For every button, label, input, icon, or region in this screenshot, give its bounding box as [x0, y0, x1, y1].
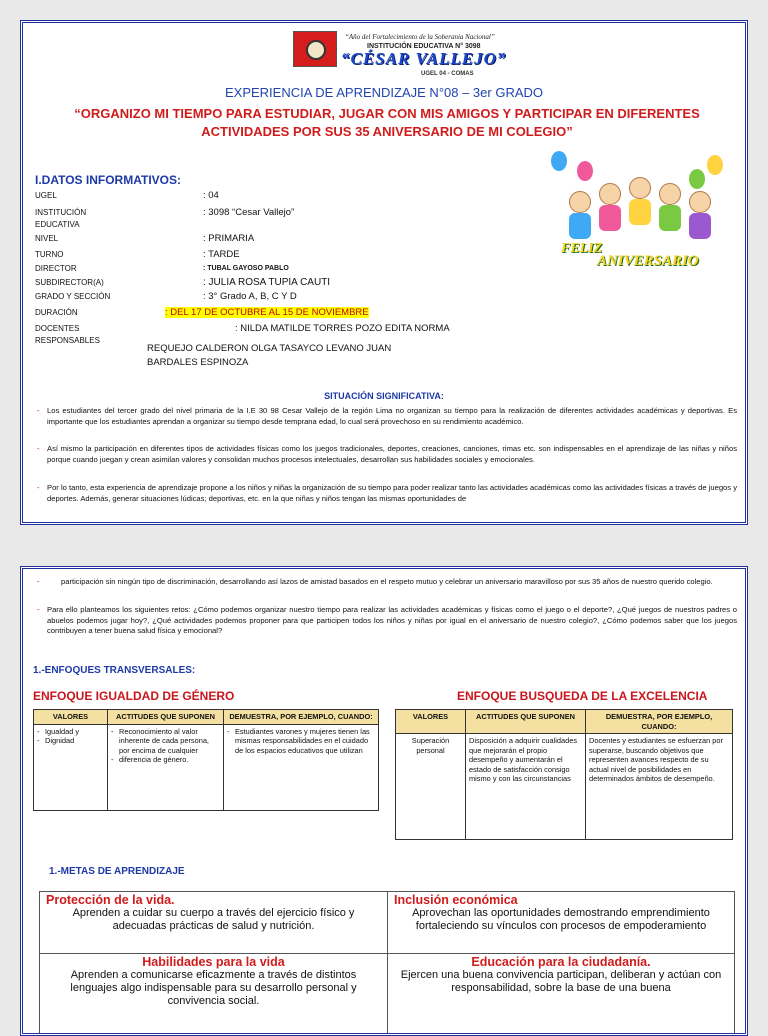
- balloon-icon: [577, 161, 593, 181]
- datos-value: : PRIMARIA: [203, 233, 255, 244]
- situacion-paragraph-3: - Por lo tanto, esta experiencia de aprendizaje propone a los niños y niñas la organización de su tiempo para poder realizar tanto las actividades académicas como las actividades físicas a través de juegos y deportes. Además, generar situaciones lúdicas; deportivas, etc. en la que niñas y niños tengan las mismas oportunidades de: [37, 483, 737, 504]
- datos-row: [35, 263, 595, 275]
- datos-value: : JULIA ROSA TUPIA CAUTI: [203, 277, 331, 288]
- main-title-line-2: ACTIVIDADES POR SUS 35 ANIVERSARIO DE MI COLEGIO”: [201, 124, 573, 139]
- datos-label: UGEL: [35, 191, 57, 200]
- meta-cell: [388, 954, 735, 1034]
- ugel-line: UGEL 04 - COMAS: [421, 71, 474, 77]
- document-page-2: [20, 566, 748, 1036]
- datos-title: I.DATOS INFORMATIVOS:: [35, 173, 181, 187]
- table-header: VALORES: [34, 710, 108, 725]
- table-header: VALORES: [396, 710, 466, 734]
- metas-table: [39, 891, 735, 1034]
- datos-row: [35, 233, 595, 245]
- actitudes-cell: Disposición a adquirir cualidades que mejorarán el propio desempeño y aumentarán el estado de satisfacción consigo mismo y con las circunstancias: [466, 734, 586, 840]
- datos-label: DOCENTES: [35, 324, 80, 333]
- feliz-text: FELIZ: [561, 241, 603, 256]
- situacion-paragraph-2: - Así mismo la participación en diferentes tipos de actividades físicas como los juegos tradicionales, deportes, creaciones, canciones, rimas etc. son indispensables en el aprendizaje de las niñas y niños porque cuando juegan y crean asimilan valores y consolidan muchos procesos intelectuales, desarrollan sus habilidades sociales y emocionales.: [37, 444, 737, 465]
- datos-label: NIVEL: [35, 234, 59, 243]
- paragraph-text: participación sin ningún tipo de discriminación, desarrollando así lazos de amistad basados en el respeto mutuo y celebrar un aniversario maravilloso por sus 35 años de nuestro querido colegio.: [61, 577, 713, 586]
- datos-row: [35, 307, 595, 319]
- datos-row: [35, 291, 595, 303]
- datos-row: [35, 207, 595, 219]
- enfoques-title: 1.-ENFOQUES TRANSVERSALES:: [33, 665, 196, 676]
- main-title-line-1: “ORGANIZO MI TIEMPO PARA ESTUDIAR, JUGAR CON MIS AMIGOS Y PARTICIPAR EN DIFERENTES: [74, 106, 700, 121]
- datos-label: SUBDIRECTOR(A): [35, 278, 104, 287]
- datos-row: [35, 277, 595, 289]
- child-icon: [629, 177, 651, 199]
- meta-text: Aprenden a cuidar su cuerpo a través del ejercicio físico y adecuadas prácticas de salud y nutrición.: [72, 907, 355, 932]
- situacion-paragraph-4: - Para ello planteamos los siguientes retos: ¿Cómo podemos organizar nuestro tiempo para realizar las actividades académicas y físicas como el juego o el deporte?, ¿Qué juegos de nuestros padres o abuelos podemos jugar hoy?, ¿Qué actividades podemos proponer para que participen todos los niños y niñas por igual en el aniversario de nuestro colegio?, ¿Cómo podemos saber que los juegos contribuyen a tener buena salud física y emocional?: [37, 605, 737, 637]
- datos-label: GRADO Y SECCIÓN: [35, 292, 111, 301]
- datos-value: : TARDE: [203, 249, 240, 260]
- docentes-line-3: BARDALES ESPINOZA: [147, 357, 249, 368]
- datos-label: INSTITUCIÓN: [35, 208, 87, 217]
- datos-label: RESPONSABLES: [35, 336, 100, 345]
- enfoque-igualdad-title: ENFOQUE IGUALDAD DE GÉNERO: [33, 689, 235, 703]
- enfoque-excelencia-table: [395, 709, 733, 840]
- datos-value: : 04: [203, 190, 219, 201]
- enfoque-igualdad-table: [33, 709, 379, 811]
- datos-value: : TUBAL GAYOSO PABLO: [203, 265, 289, 272]
- demuestra-cell: Docentes y estudiantes se esfuerzan por superarse, buscando objetivos que representen avances respecto de su actual nivel de posibilidades en determinados ámbitos de desempeño.: [586, 734, 733, 840]
- school-crest-icon: [293, 31, 337, 67]
- school-name: “CÉSAR VALLEJO”: [341, 49, 507, 68]
- duration-highlight: : DEL 17 DE OCTUBRE AL 15 DE NOVIEMBRE: [165, 307, 369, 318]
- table-header: ACTITUDES QUE SUPONEN: [108, 710, 224, 725]
- balloon-icon: [689, 169, 705, 189]
- list-item: - Igualdad y: [37, 727, 104, 737]
- datos-value: : NILDA MATILDE TORRES POZO EDITA NORMA: [235, 323, 450, 334]
- list-item: - Estudiantes varones y mujeres tienen las mismas responsabilidades en el cuidado de los espacios educativos que utilizan: [227, 727, 375, 756]
- datos-label: DIRECTOR: [35, 264, 77, 273]
- datos-label: TURNO: [35, 250, 64, 259]
- datos-label: DURACIÓN: [35, 308, 78, 317]
- situacion-title: SITUACIÓN SIGNIFICATIVA:: [324, 391, 444, 401]
- valores-cell: [34, 724, 108, 810]
- meta-title: Educación para la ciudadanía.: [471, 955, 651, 969]
- datos-value: : 3° Grado A, B, C Y D: [203, 291, 297, 302]
- docentes-line-2: REQUEJO CALDERON OLGA TASAYCO LEVANO JUAN: [147, 343, 392, 354]
- table-header: ACTITUDES QUE SUPONEN: [466, 710, 586, 734]
- institution-line: INSTITUCIÓN EDUCATIVA N° 3098: [367, 43, 481, 50]
- meta-text: Aprenden a comunicarse eficazmente a través de distintos lenguajes algo indispensable para su desarrollo personal y convivencia social.: [70, 969, 357, 1007]
- datos-row: [35, 190, 595, 202]
- datos-row: [35, 249, 595, 261]
- meta-text: Aprovechan las oportunidades demostrando emprendimiento fortaleciendo su vínculos con procesos de empoderamiento: [412, 907, 710, 932]
- datos-value: : 3098 “Cesar Vallejo”: [203, 207, 295, 218]
- aniversario-text: ANIVERSARIO: [597, 253, 699, 269]
- balloon-icon: [707, 155, 723, 175]
- experience-title: EXPERIENCIA DE APRENDIZAJE N°08 – 3er GRADO: [224, 85, 544, 100]
- document-page-1: [20, 20, 748, 525]
- child-icon: [659, 183, 681, 205]
- meta-title: Habilidades para la vida: [142, 955, 285, 969]
- meta-cell: [40, 892, 388, 954]
- meta-cell: [40, 954, 388, 1034]
- datos-value: [165, 307, 545, 318]
- list-item: - Dignidad: [37, 736, 104, 746]
- enfoque-excelencia-title: ENFOQUE BUSQUEDA DE LA EXCELENCIA: [457, 689, 708, 703]
- meta-title: Protección de la vida.: [46, 893, 175, 907]
- meta-text: Ejercen una buena convivencia participan, deliberan y actúan con responsabilidad, sobre la base de una buena: [400, 969, 722, 994]
- year-motto: “Año del Fortalecimiento de la Soberanía Nacional”: [345, 33, 495, 41]
- situacion-paragraph-1: - Los estudiantes del tercer grado del nivel primaria de la I.E 30 98 Cesar Vallejo de la región Lima no organizan su tiempo para la realización de diferentes actividades académicas y deportivas. Es importante que los estudiantes aprendan a organizar su tiempo desde temprana edad, lo cual será provechoso en su rendimiento académico.: [37, 406, 737, 427]
- table-header: DEMUESTRA, POR EJEMPLO, CUANDO:: [224, 710, 379, 725]
- child-icon: [599, 183, 621, 205]
- school-header: [293, 29, 553, 89]
- list-item: - diferencia de género.: [111, 755, 220, 765]
- actitudes-cell: [108, 724, 224, 810]
- main-title: [53, 105, 721, 141]
- datos-label: EDUCATIVA: [35, 220, 80, 229]
- metas-title: 1.-METAS DE APRENDIZAJE: [49, 866, 185, 877]
- table-header: DEMUESTRA, POR EJEMPLO, CUANDO:: [586, 710, 733, 734]
- balloon-icon: [551, 151, 567, 171]
- demuestra-cell: [224, 724, 379, 810]
- situacion-paragraph-3-continued: [37, 577, 737, 588]
- valores-cell: Superación personal: [396, 734, 466, 840]
- meta-title: Inclusión económica: [394, 893, 518, 907]
- meta-cell: [388, 892, 735, 954]
- list-item: - Reconocimiento al valor inherente de cada persona, por encima de cualquier: [111, 727, 220, 756]
- datos-row: [35, 323, 595, 335]
- datos-row: [35, 219, 595, 231]
- child-icon: [689, 191, 711, 213]
